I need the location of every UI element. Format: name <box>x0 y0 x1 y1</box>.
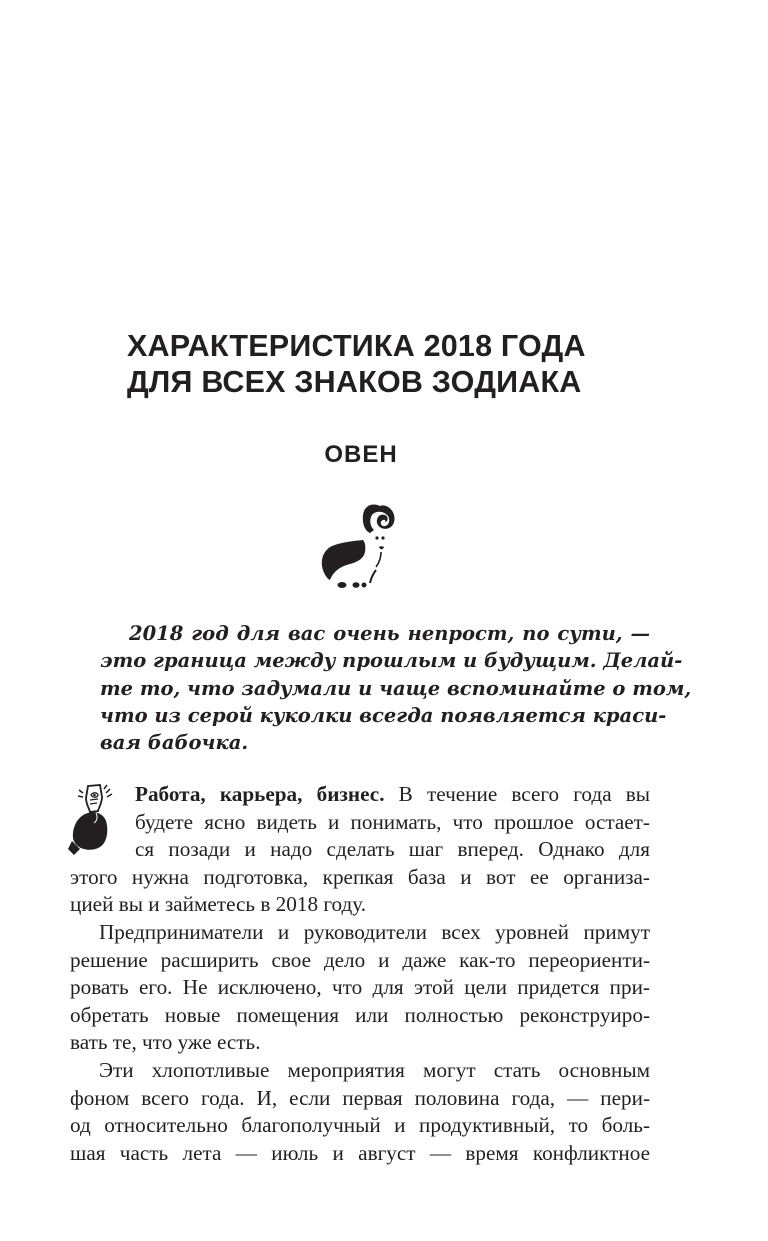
ram-icon <box>318 500 414 590</box>
chapter-title-line: ХАРАКТЕРИСТИКА 2018 ГОДА <box>127 329 586 363</box>
zodiac-sign-title: ОВЕН <box>324 441 398 468</box>
paragraph-line: од относительно благополучный и продуктивный, то боль- <box>70 1113 650 1138</box>
section-heading: Работа, карьера, бизнес. <box>135 782 385 806</box>
chapter-title <box>127 329 667 400</box>
paragraph-line: фоном всего года. И, если первая половина года, — пери- <box>70 1085 650 1110</box>
intro-summary <box>100 620 692 756</box>
intro-line: вая бабочка. <box>100 731 249 755</box>
paragraph-line: решение расширить свое дело и даже как-то переориенти- <box>70 947 650 972</box>
paragraph-line: ровать его. Не исключено, что для этой цели придется при- <box>70 975 650 1000</box>
paragraph-line: этого нужна подготовка, крепкая база и вот ее организа- <box>70 864 650 889</box>
paragraph-line: шая часть лета — июль и август — время конфликтное <box>70 1140 650 1165</box>
paragraph-line: Работа, карьера, бизнес. В течение всего года вы <box>135 782 651 806</box>
section-work-career-business <box>70 781 650 1167</box>
intro-line: что из серой куколки всегда появляется краси- <box>100 703 667 727</box>
chapter-title-line: ДЛЯ ВСЕХ ЗНАКОВ ЗОДИАКА <box>127 364 582 399</box>
paragraph-line: обретать новые помещения или полностью реконструиро- <box>70 1002 650 1027</box>
intro-line: это граница между прошлым и будущим. Делай- <box>100 649 683 673</box>
paragraph-line: Предприниматели и руководители всех уровней примут <box>99 919 650 944</box>
paragraph-line: цией вы и займетесь в 2018 году. <box>70 892 367 917</box>
paragraph-line: Эти хлопотливые мероприятия могут стать основным <box>99 1057 650 1082</box>
intro-line: 2018 год для вас очень непрост, по сути, — <box>129 622 650 645</box>
paragraph-line: ся позади и надо сделать шаг вперед. Однако для <box>135 837 650 862</box>
intro-line: те то, что задумали и чаще вспоминайте о том, <box>100 676 692 700</box>
paragraph-line: вать те, что уже есть. <box>70 1030 261 1055</box>
paragraph-line: будете ясно видеть и понимать, что прошлое остает- <box>135 809 650 834</box>
